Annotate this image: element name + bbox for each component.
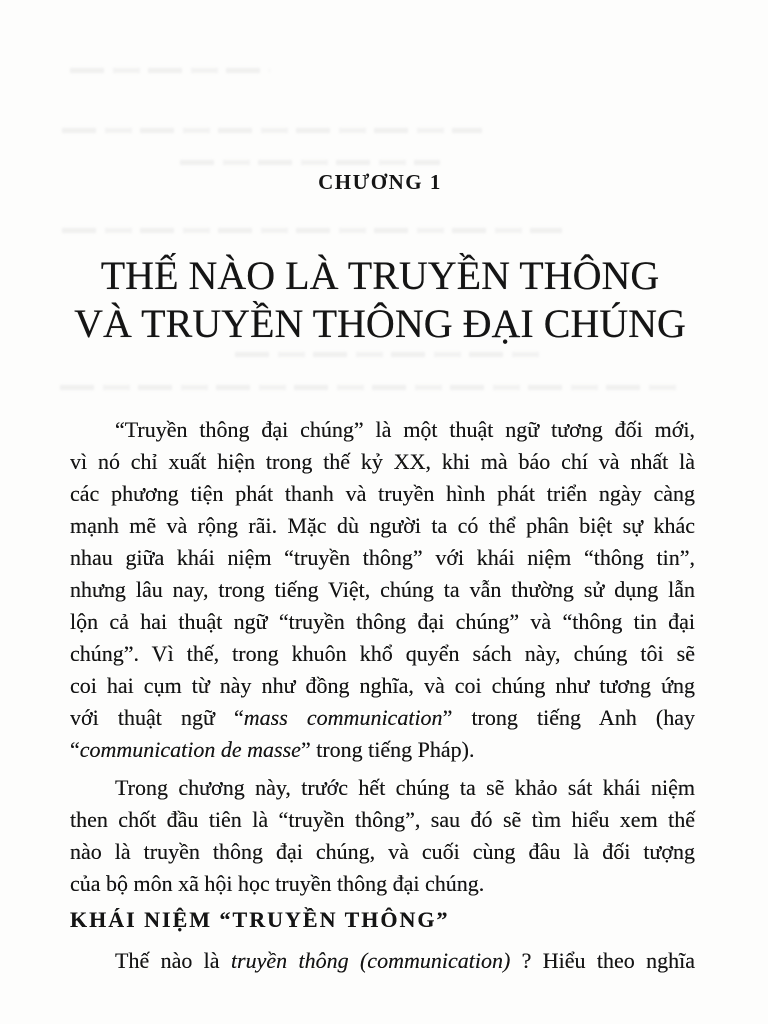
text-line: nhau giữa khái niệm “truyền thông” với khái niệm “thông tin”, [70, 545, 695, 570]
text-line: coi hai cụm từ này như đồng nghĩa, và coi chúng như tương ứng [70, 673, 695, 698]
paragraph [70, 414, 695, 766]
text-line: mạnh mẽ và rộng rãi. Mặc dù người ta có thể phân biệt sự khác [70, 513, 695, 538]
text-run: ? Hiểu theo nghĩa [510, 948, 695, 973]
paragraph [70, 945, 695, 977]
italic-term: communication de masse [79, 737, 301, 762]
text-run: “ [70, 737, 80, 762]
chapter-title-line: VÀ TRUYỀN THÔNG ĐẠI CHÚNG [74, 301, 686, 346]
show-through-smudge [62, 228, 562, 233]
text-run: ” trong tiếng Anh (hay [442, 705, 695, 730]
chapter-title-line: THẾ NÀO LÀ TRUYỀN THÔNG [100, 253, 660, 298]
text-line: lộn cả hai thuật ngữ “truyền thông đại chúng” và “thông tin đại [70, 609, 695, 634]
body-text [70, 414, 695, 977]
show-through-smudge [62, 128, 482, 133]
text-line: Trong chương này, trước hết chúng ta sẽ khảo sát khái niệm [115, 775, 695, 800]
text-line: vì nó chỉ xuất hiện trong thế kỷ XX, khi mà báo chí và nhất là [70, 449, 695, 474]
text-line: then chốt đầu tiên là “truyền thông”, sau đó sẽ tìm hiểu xem thế [70, 807, 695, 832]
show-through-smudge [235, 352, 545, 357]
section-heading: KHÁI NIỆM “TRUYỀN THÔNG” [70, 907, 450, 932]
chapter-label: CHƯƠNG 1 [318, 170, 442, 194]
text-run: Thế nào là [115, 948, 231, 973]
text-run: với thuật ngữ “ [70, 705, 244, 730]
italic-term: truyền thông (communication) [230, 948, 511, 973]
text-run: ” trong tiếng Pháp). [300, 737, 475, 762]
text-line: chúng”. Vì thế, trong khuôn khổ quyển sách này, chúng tôi sẽ [70, 641, 695, 666]
show-through-smudge [60, 385, 680, 390]
italic-term: mass communication [243, 705, 443, 730]
show-through-smudge [180, 160, 440, 165]
chapter-title [0, 252, 760, 348]
text-line: của bộ môn xã hội học truyền thông đại chúng. [70, 871, 485, 896]
text-line [70, 734, 695, 766]
text-line: các phương tiện phát thanh và truyền hình phát triển ngày càng [70, 481, 695, 506]
show-through-smudge [70, 68, 270, 73]
text-line [70, 945, 695, 977]
text-line: nào là truyền thông đại chúng, và cuối cùng đâu là đối tượng [70, 839, 695, 864]
text-line [70, 702, 695, 734]
paragraph [70, 772, 695, 900]
text-line: “Truyền thông đại chúng” là một thuật ngữ tương đối mới, [115, 417, 695, 442]
text-line: nhưng lâu nay, trong tiếng Việt, chúng ta vẫn thường sử dụng lẫn [70, 577, 695, 602]
